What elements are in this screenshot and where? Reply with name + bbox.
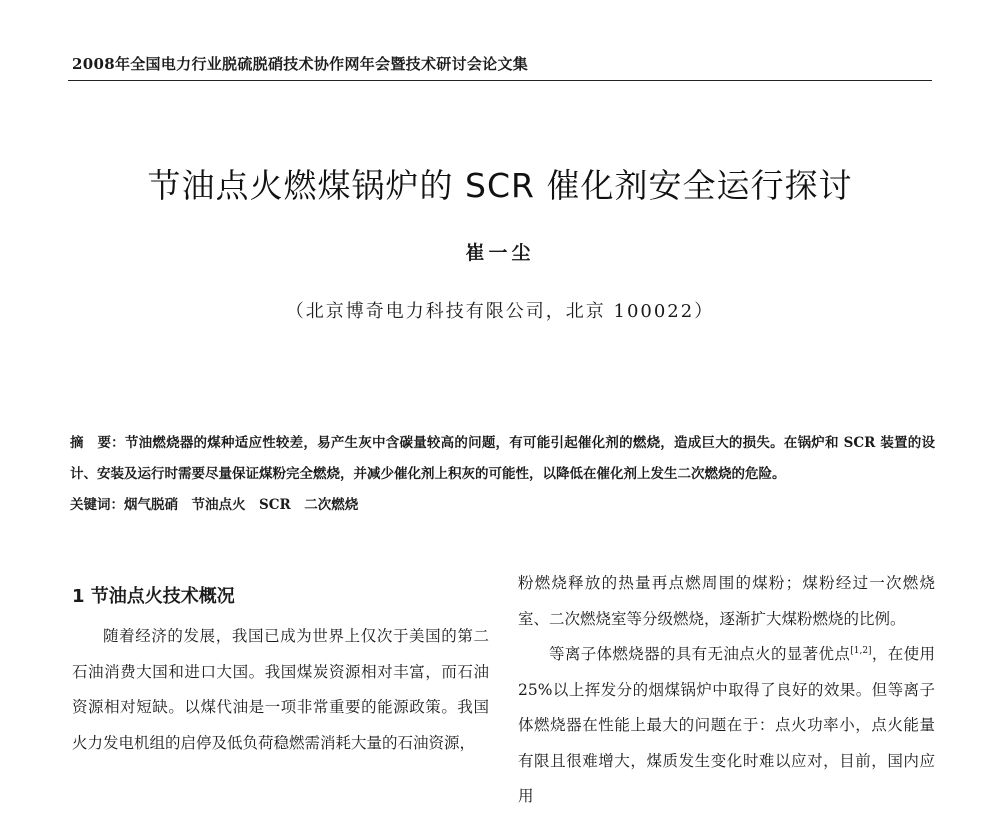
body-paragraph: 随着经济的发展，我国已成为世界上仅次于美国的第二石油消费大国和进口大国。我国煤炭资源相对丰富，而石油资源相对短缺。以煤代油是一项非常重要的能源政策。我国火力发电机组的启停及低负荷稳燃需消耗大量的石油资源， <box>72 627 489 752</box>
abstract-text: 节油燃烧器的煤种适应性较差，易产生灰中含碳量较高的问题，有可能引起催化剂的燃烧，造成巨大的损失。在锅炉和 SCR 装置的设计、安装及运行时需要尽量保证煤粉完全燃烧，并减少催化剂上积灰的可能性，以降低在催化剂上发生二次燃烧的危险。 <box>70 435 935 482</box>
keywords-label: 关键词： <box>70 497 124 513</box>
body-paragraph: 粉燃烧释放的热量再点燃周围的煤粉；煤粉经过一次燃烧室、二次燃烧室等分级燃烧，逐渐扩大煤粉燃烧的比例。 <box>518 574 935 628</box>
keywords <box>70 490 935 521</box>
paragraph-text: ，在使用25%以上挥发分的烟煤锅炉中取得了良好的效果。但等离子体燃烧器在性能上最大的问题在于：点火功率小，点火能量有限且很难增大，煤质发生变化时难以应对，目前，国内应用 <box>518 645 935 805</box>
abstract <box>70 428 935 490</box>
keywords-text: 烟气脱硝 节油点火 SCR 二次燃烧 <box>124 497 359 513</box>
paper-title: 节油点火燃煤锅炉的 SCR 催化剂安全运行探讨 <box>147 166 853 205</box>
citation-ref[interactable]: [1,2] <box>850 645 872 656</box>
right-column <box>518 566 935 815</box>
header-rule <box>68 80 932 81</box>
body-paragraph <box>518 637 935 815</box>
paragraph-text: 等离子体燃烧器的具有无油点火的显著优点 <box>549 645 851 663</box>
abstract-label: 摘 要： <box>70 435 125 451</box>
section-heading: 1 节油点火技术概况 <box>72 586 235 607</box>
running-header: 2008年全国电力行业脱硫脱硝技术协作网年会暨技术研讨会论文集 <box>72 55 529 73</box>
left-column <box>72 578 489 761</box>
paper-affiliation: （北京博奇电力科技有限公司，北京 100022） <box>285 301 715 322</box>
paper-author: 崔一尘 <box>465 242 535 264</box>
